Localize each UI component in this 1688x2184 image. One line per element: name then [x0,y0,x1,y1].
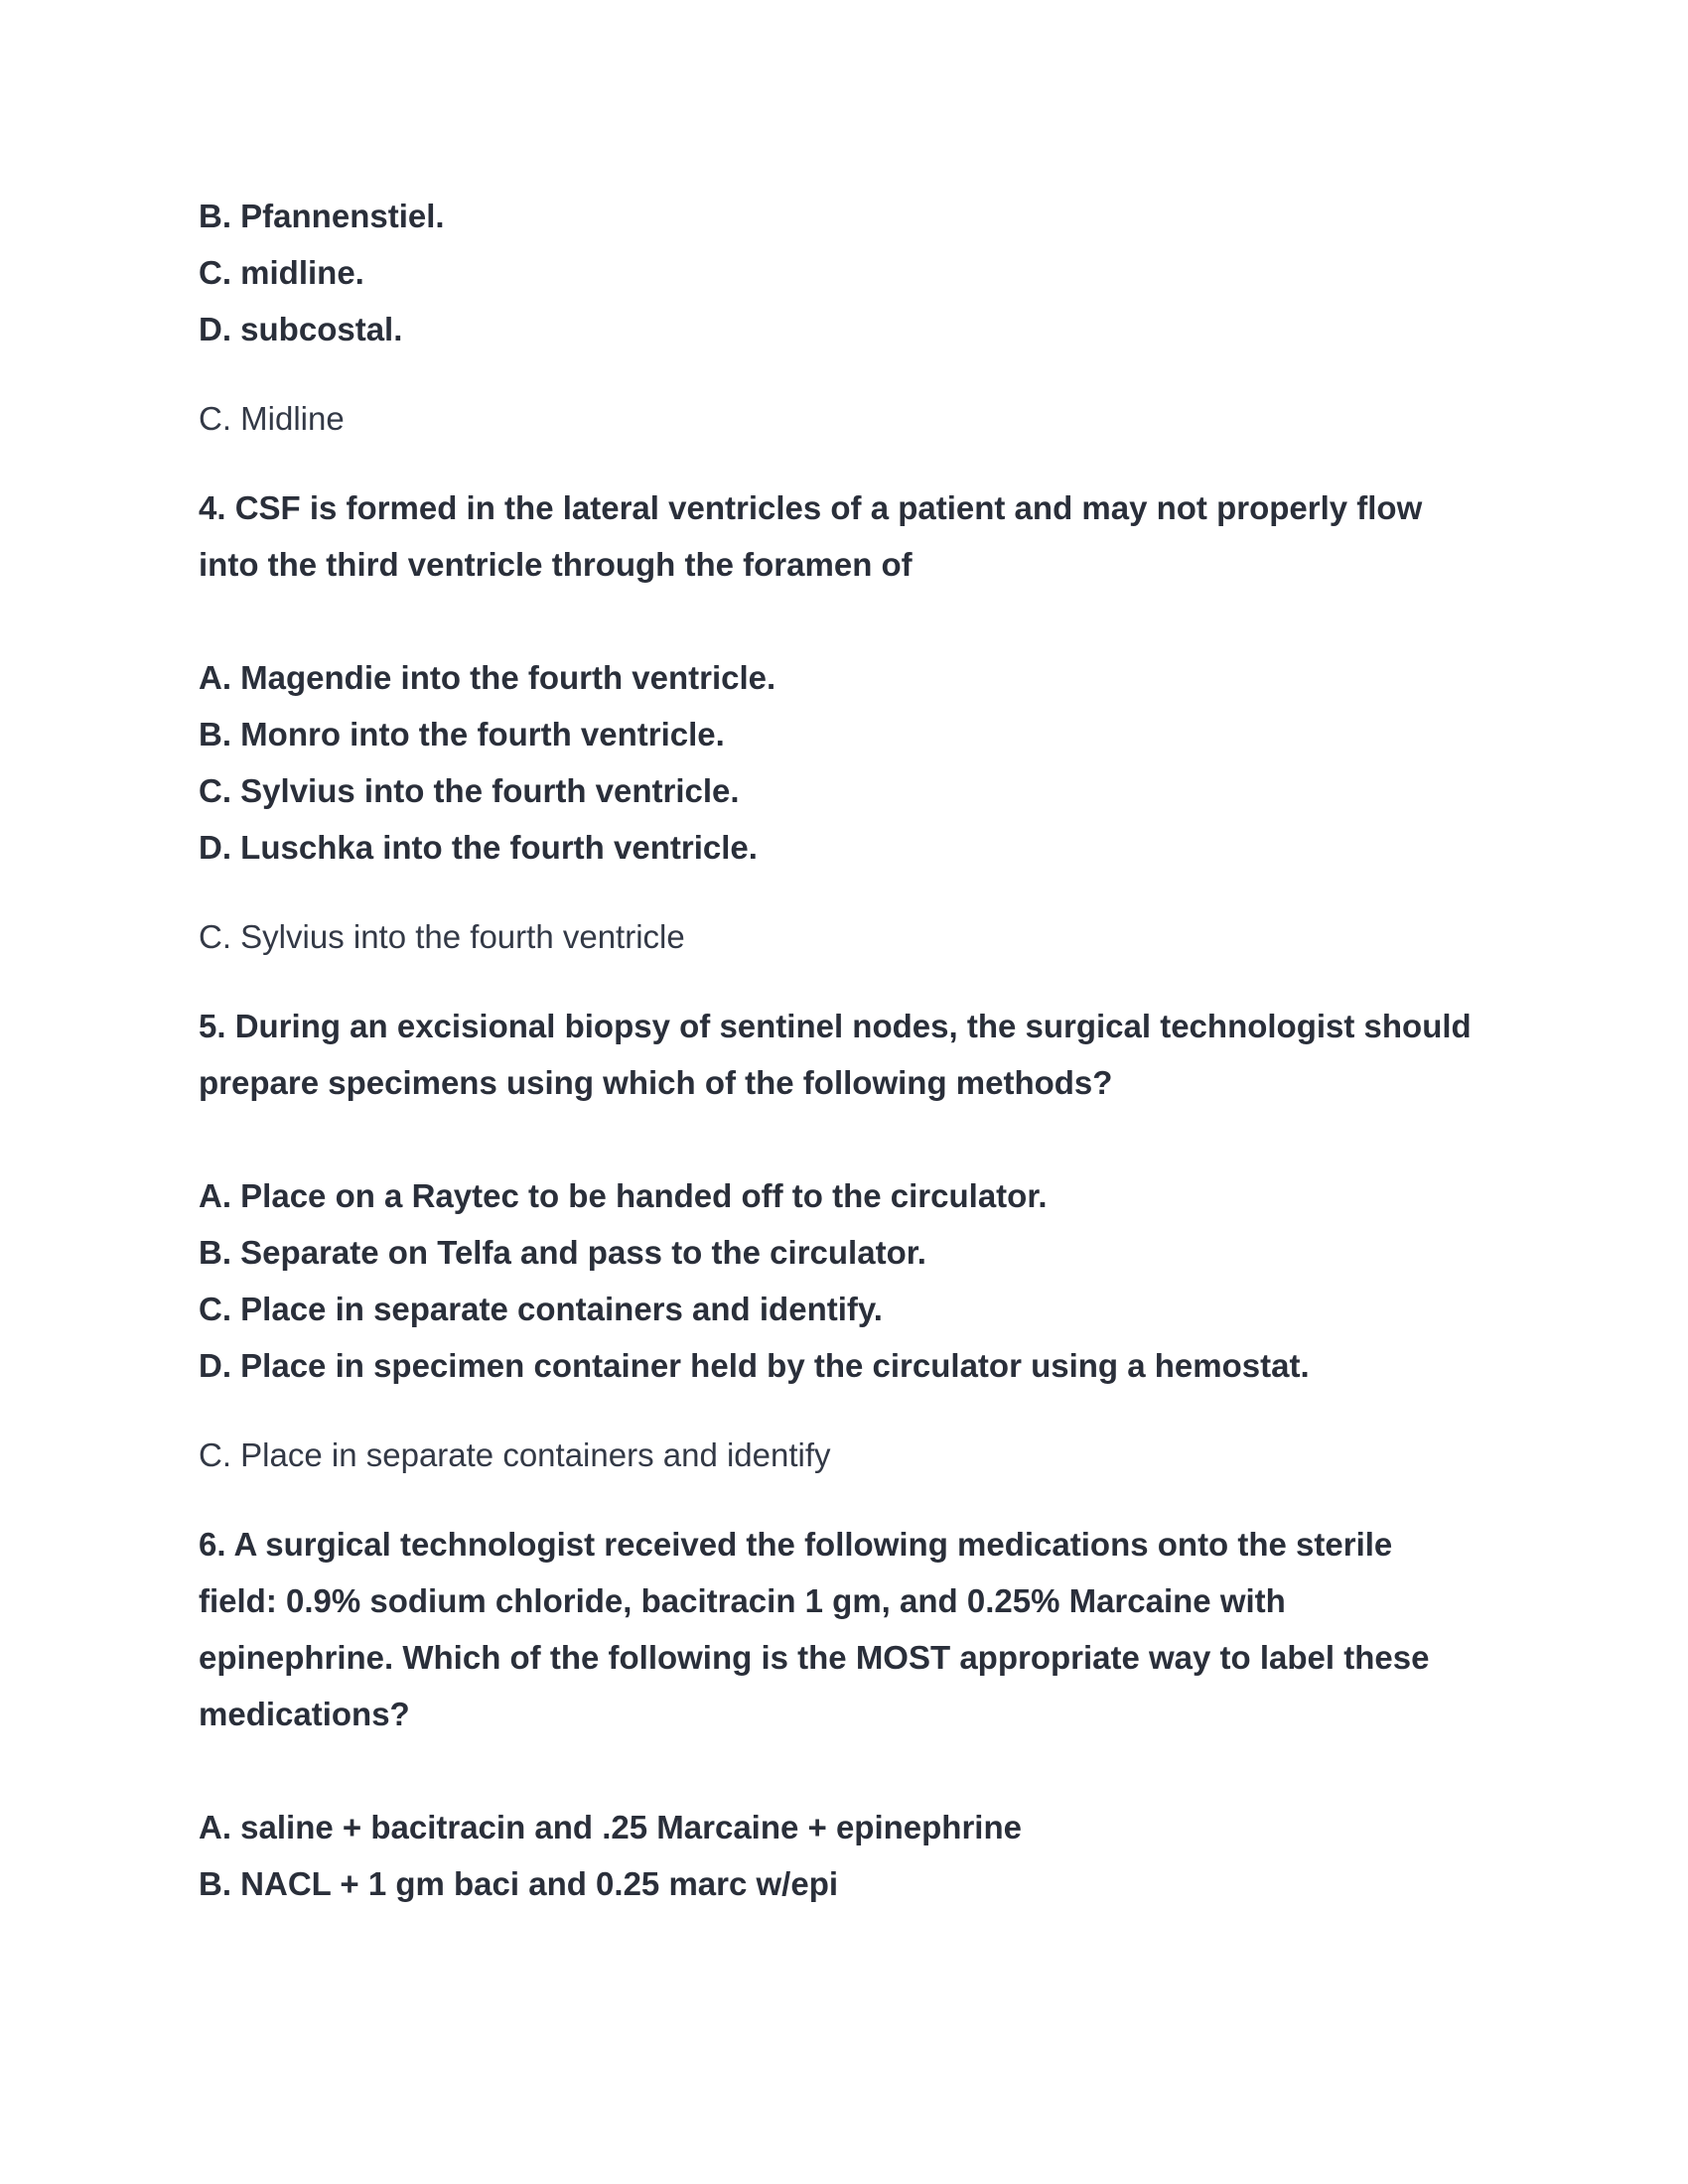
q5-question-line-2: prepare specimens using which of the following methods? [199,1064,1113,1101]
q5-question-line-1: 5. During an excisional biopsy of sentinel nodes, the surgical technologist should [199,1008,1472,1044]
q6-question-line-4: medications? [199,1696,410,1732]
q4-question-line-1: 4. CSF is formed in the lateral ventricles of a patient and may not properly flow [199,489,1423,526]
q5-answer: C. Place in separate containers and identify [199,1436,831,1473]
q3-option-b: B. Pfannenstiel. [199,198,445,234]
q3-option-c: C. midline. [199,254,364,291]
q4-option-a: A. Magendie into the fourth ventricle. [199,659,776,696]
q4-option-c: C. Sylvius into the fourth ventricle. [199,772,740,809]
q3-answer: C. Midline [199,400,345,437]
q5-option-b: B. Separate on Telfa and pass to the circulator. [199,1234,926,1271]
q5-option-c: C. Place in separate containers and identify. [199,1291,883,1327]
q6-question-line-2: field: 0.9% sodium chloride, bacitracin 1 gm, and 0.25% Marcaine with [199,1582,1286,1619]
q4-question-line-2: into the third ventricle through the foramen of [199,546,913,583]
q4-option-b: B. Monro into the fourth ventricle. [199,716,725,752]
q5-option-d: D. Place in specimen container held by the circulator using a hemostat. [199,1347,1310,1384]
q4-answer: C. Sylvius into the fourth ventricle [199,918,685,955]
q6-question-line-1: 6. A surgical technologist received the following medications onto the sterile [199,1526,1393,1563]
q5-option-a: A. Place on a Raytec to be handed off to the circulator. [199,1177,1048,1214]
q6-question-line-3: epinephrine. Which of the following is the MOST appropriate way to label these [199,1639,1430,1676]
q4-option-d: D. Luschka into the fourth ventricle. [199,829,758,866]
q6-option-b: B. NACL + 1 gm baci and 0.25 marc w/epi [199,1865,839,1902]
q6-option-a: A. saline + bacitracin and .25 Marcaine + epinephrine [199,1809,1022,1845]
q3-option-d: D. subcostal. [199,311,403,347]
